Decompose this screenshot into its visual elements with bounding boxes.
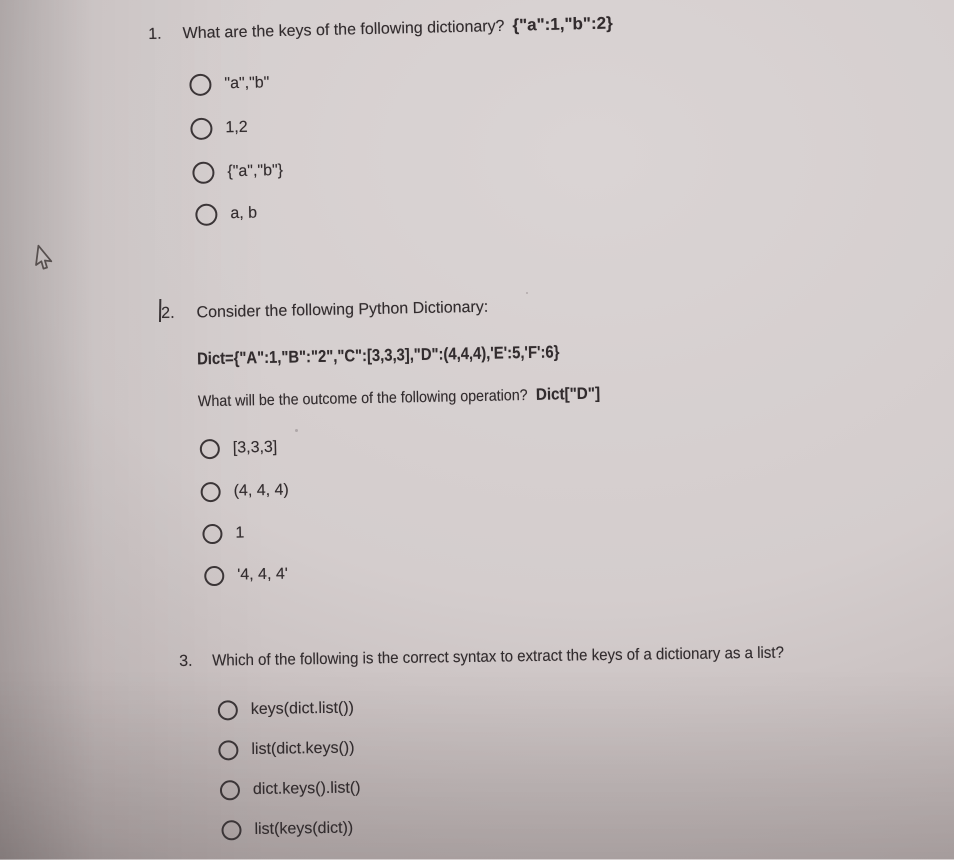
option-row[interactable] <box>195 201 257 228</box>
option-label[interactable]: '4, 4, 4' <box>237 566 288 585</box>
option-row[interactable] <box>189 70 270 98</box>
dictionary-code-line: Dict={"A":1,"B":"2","C":[3,3,3],"D":(4,4,4),'E':5,'F':6} <box>197 340 560 371</box>
question-2 <box>161 290 807 602</box>
option-row[interactable] <box>218 736 354 764</box>
option-row[interactable] <box>200 435 278 462</box>
option-label[interactable]: {"a","b"} <box>227 162 283 181</box>
radio-button[interactable] <box>218 700 238 720</box>
option-label[interactable]: "a","b" <box>224 74 269 93</box>
dust-speck <box>526 292 528 294</box>
question-number: 1. <box>148 23 162 47</box>
option-label[interactable]: list(dict.keys()) <box>251 740 354 759</box>
option-label[interactable]: [3,3,3] <box>233 439 278 458</box>
option-label[interactable]: 1,2 <box>225 119 248 138</box>
question-number: 2. <box>161 302 175 326</box>
option-label[interactable]: list(keys(dict)) <box>254 820 353 839</box>
question-2-header <box>161 296 488 326</box>
option-row[interactable] <box>200 478 289 506</box>
option-label[interactable]: 1 <box>235 524 244 542</box>
mouse-cursor-icon <box>34 245 56 277</box>
question-prompt-code: {"a":1,"b":2} <box>512 11 613 37</box>
radio-button[interactable] <box>220 780 240 800</box>
radio-button[interactable] <box>189 74 211 96</box>
radio-button[interactable] <box>195 203 217 225</box>
option-row[interactable] <box>221 816 353 844</box>
option-label[interactable]: dict.keys().list() <box>253 779 361 799</box>
question-2-subprompt <box>198 382 601 415</box>
question-prompt-code: Dict["D"] <box>536 382 601 407</box>
radio-button[interactable] <box>204 566 224 586</box>
question-1-header <box>148 11 613 47</box>
radio-button[interactable] <box>221 820 241 840</box>
text-caret-mark <box>159 299 161 322</box>
question-1 <box>148 8 753 242</box>
radio-button[interactable] <box>200 482 220 502</box>
question-prompt: What are the keys of the following dictionary? <box>182 15 504 46</box>
radio-button[interactable] <box>218 740 238 760</box>
question-3 <box>179 640 922 860</box>
option-row[interactable] <box>218 696 354 724</box>
question-3-header <box>179 641 821 674</box>
option-label[interactable]: (4, 4, 4) <box>233 482 288 501</box>
radio-button[interactable] <box>190 118 212 140</box>
question-prompt: What will be the outcome of the following operation? <box>198 384 528 414</box>
option-row[interactable] <box>204 562 288 590</box>
option-label[interactable]: keys(dict.list()) <box>251 700 354 719</box>
option-label[interactable]: a, b <box>230 205 257 224</box>
radio-button[interactable] <box>202 524 222 544</box>
radio-button[interactable] <box>192 162 214 184</box>
dust-speck <box>295 429 298 432</box>
question-prompt: Which of the following is the correct syntax to extract the keys of a dictionary as a list? <box>212 642 784 674</box>
question-prompt: Consider the following Python Dictionary: <box>196 296 488 326</box>
option-row[interactable] <box>202 520 244 547</box>
option-row[interactable] <box>220 775 361 803</box>
radio-button[interactable] <box>200 439 220 459</box>
option-row[interactable] <box>190 115 248 142</box>
option-row[interactable] <box>192 158 283 186</box>
question-number: 3. <box>179 650 193 674</box>
